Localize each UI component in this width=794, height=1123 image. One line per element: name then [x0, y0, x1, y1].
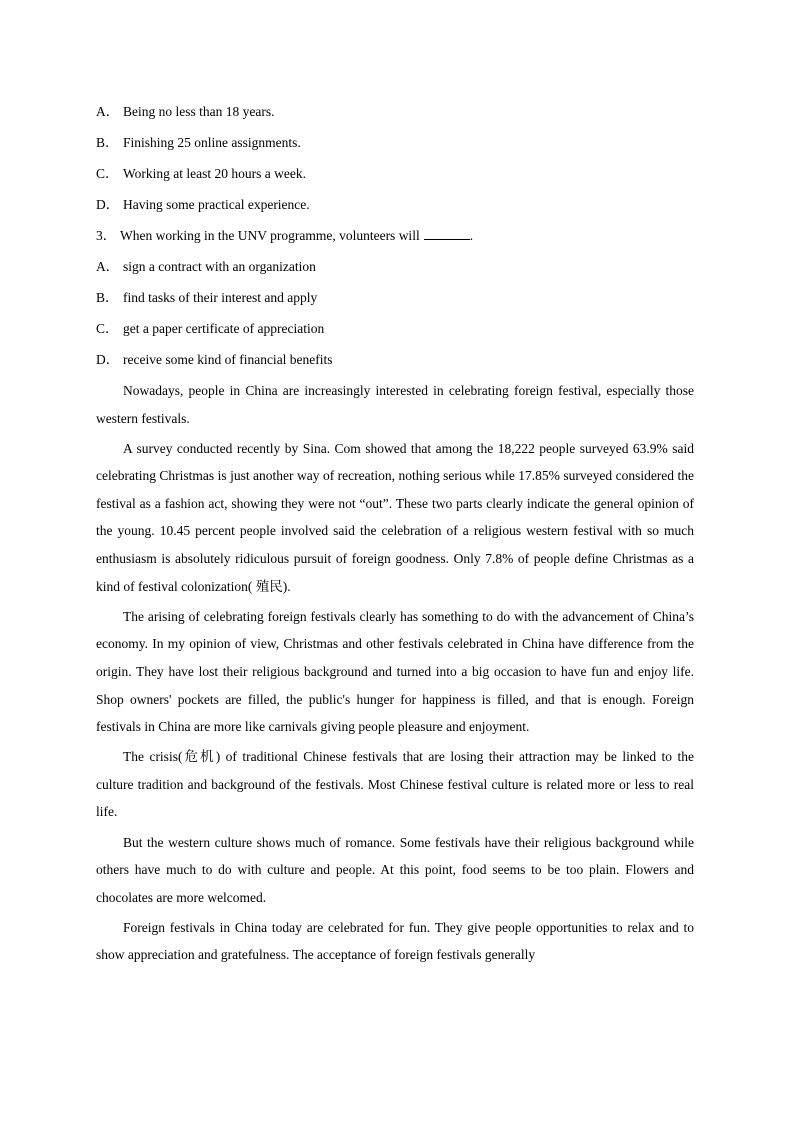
question-text: When working in the UNV programme, volunteers will	[120, 228, 420, 243]
option-letter: A．	[96, 259, 120, 274]
option-text: receive some kind of financial benefits	[123, 352, 333, 367]
option-text: Having some practical experience.	[123, 197, 310, 212]
option-2a	[96, 96, 694, 127]
option-letter: B．	[96, 290, 119, 305]
question-end: .	[469, 228, 474, 243]
option-letter: C．	[96, 166, 119, 181]
page-content	[96, 96, 694, 971]
passage-paragraph-2: A survey conducted recently by Sina. Com showed that among the 18,222 people surveyed 63.9% said celebrating Christmas is just another way of recreation, nothing serious while 17.85% surveyed considered the festival as a fashion act, showing they were not “out”. These two parts clearly indicate the general opinion of the young. 10.45 percent people involved said the celebration of a religious western festival with so much enthusiasm is absolutely ridiculous pursuit of foreign goodness. Only 7.8% of people define Christmas as a kind of festival colonization( 殖民).	[96, 440, 694, 594]
option-letter: B．	[96, 135, 119, 150]
option-text: Finishing 25 online assignments.	[123, 135, 301, 150]
question-2-options	[96, 96, 694, 220]
passage-paragraph-5: But the western culture shows much of romance. Some festivals have their religious background while others have much to do with culture and people. At this point, food seems to be too plain. Flowers and chocolates are more welcomed.	[96, 834, 694, 905]
question-3-options	[96, 251, 694, 375]
passage-paragraph-1: Nowadays, people in China are increasingly interested in celebrating foreign festival, especially those western festivals.	[96, 383, 694, 426]
option-text: Working at least 20 hours a week.	[123, 166, 306, 181]
answer-blank	[424, 225, 470, 240]
option-2d	[96, 189, 694, 220]
option-3d	[96, 344, 694, 375]
option-text: find tasks of their interest and apply	[123, 290, 318, 305]
question-3	[96, 220, 694, 251]
option-2c	[96, 158, 694, 189]
reading-passage	[96, 377, 694, 969]
option-letter: D．	[96, 197, 120, 212]
passage-paragraph-4: The crisis(危机) of traditional Chinese festivals that are losing their attraction may be linked to the culture tradition and background of the festivals. Most Chinese festival culture is related more or less to real life.	[96, 749, 694, 820]
option-text: get a paper certificate of appreciation	[123, 321, 325, 336]
option-letter: D．	[96, 352, 120, 367]
option-3c	[96, 313, 694, 344]
option-2b	[96, 127, 694, 158]
option-text: sign a contract with an organization	[123, 259, 316, 274]
option-letter: C．	[96, 321, 119, 336]
question-number: 3．	[96, 228, 117, 243]
passage-paragraph-6: Foreign festivals in China today are celebrated for fun. They give people opportunities to relax and to show appreciation and gratefulness. The acceptance of foreign festivals generally	[96, 919, 694, 963]
passage-paragraph-3: The arising of celebrating foreign festivals clearly has something to do with the advancement of China’s economy. In my opinion of view, Christmas and other festivals celebrated in China have difference from the origin. They have lost their religious background and turned into a big occasion to have fun and enjoy life. Shop owners' pockets are filled, the public's hunger for happiness is filled, and that is enough. Foreign festivals in China are more like carnivals giving people pleasure and enjoyment.	[96, 608, 694, 735]
option-letter: A．	[96, 104, 120, 119]
option-3a	[96, 251, 694, 282]
option-text: Being no less than 18 years.	[123, 104, 275, 119]
option-3b	[96, 282, 694, 313]
